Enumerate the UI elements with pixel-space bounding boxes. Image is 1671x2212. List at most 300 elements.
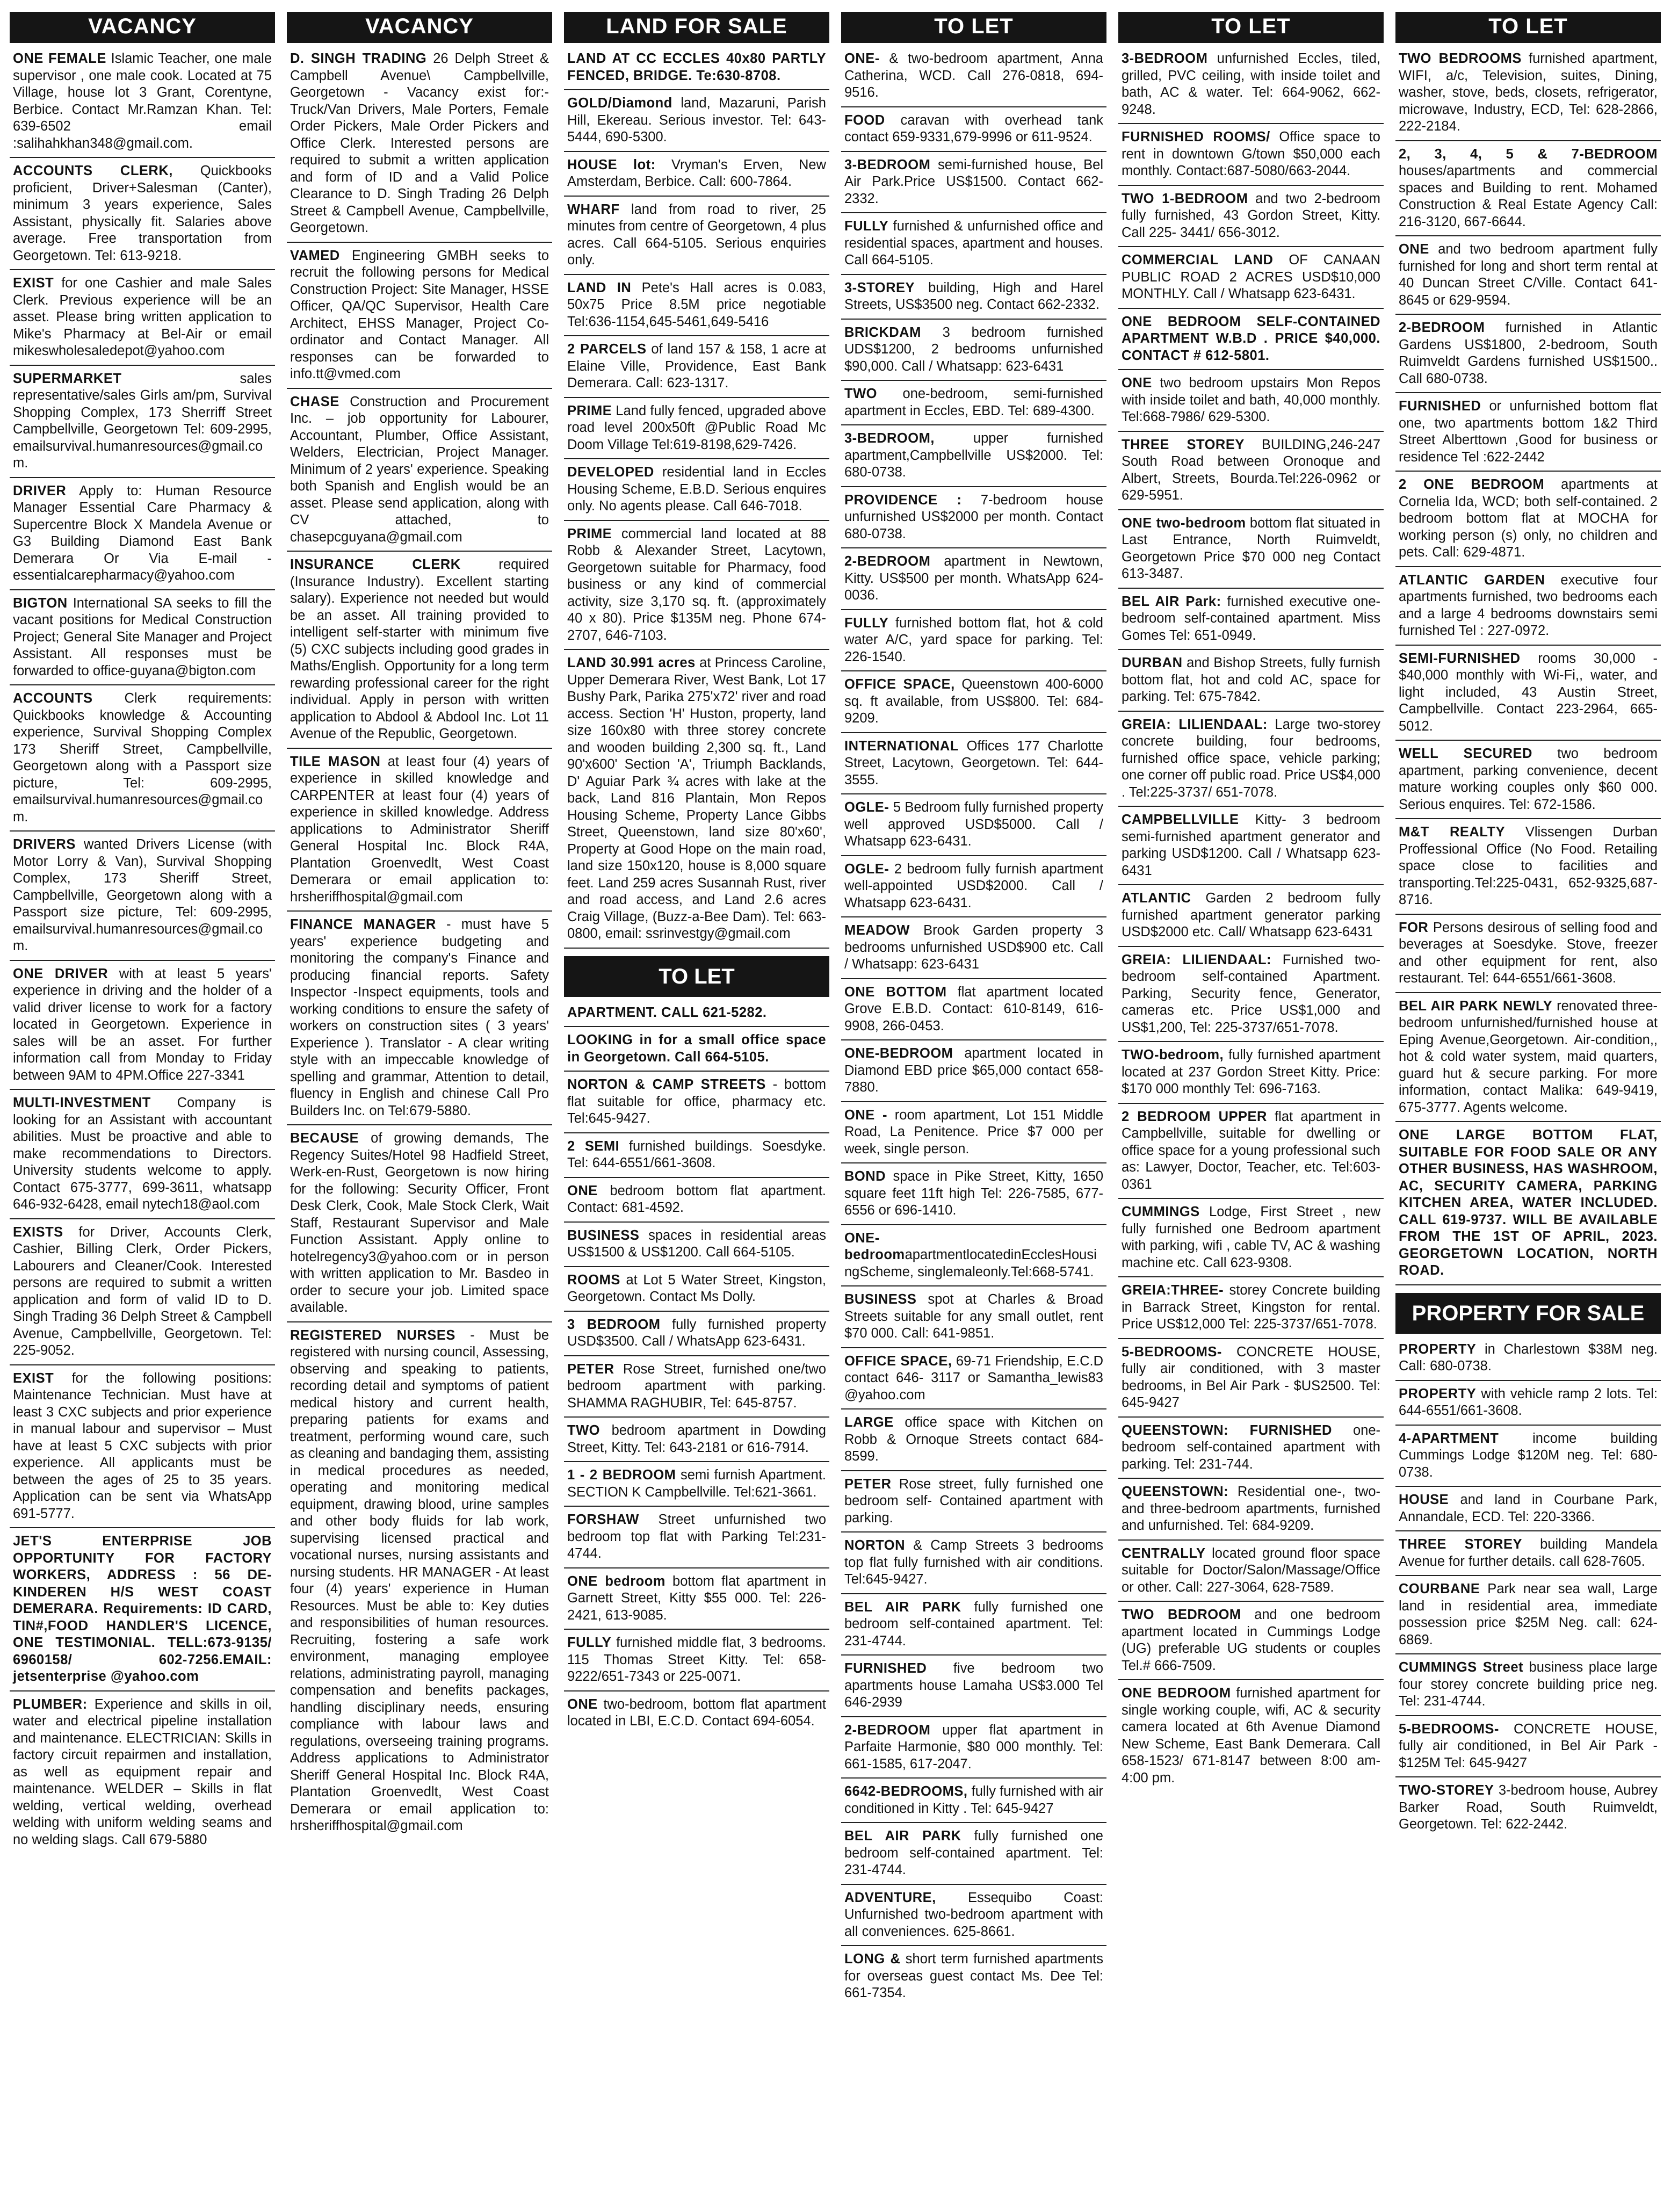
ad-lead-text: PROPERTY bbox=[1399, 1341, 1477, 1357]
classified-ad bbox=[841, 280, 1106, 320]
classified-ad bbox=[564, 1696, 829, 1735]
ad-body-text: in Charlestown $38M neg. Call: 680-0738. bbox=[1399, 1341, 1658, 1374]
ad-lead-text: REGISTERED NURSES bbox=[290, 1327, 455, 1343]
classified-ad bbox=[1118, 191, 1384, 248]
ad-body-text: semi furnish Apartment. SECTION K Campbellville. Tel:621-3661. bbox=[567, 1468, 827, 1500]
classified-ad bbox=[1395, 1492, 1661, 1531]
classified-ad bbox=[1118, 594, 1384, 650]
ad-lead-text: JET'S ENTERPRISE JOB OPPORTUNITY FOR FACTORY WORKERS, ADDRESS : 56 DE-KINDEREN H/S WEST COAST DEMERARA. Requirements: ID CARD, TIN#,FOOD HANDLER'S LICENCE, ONE TESTIMONIAL. TELL:673-9135/ 6960158/ 602-7256.EMAIL: jetsenterprise @yahoo.com bbox=[13, 1534, 272, 1684]
ad-body-text: located ground floor space suitable for Doctor/Salon/Massage/Office or other. Call: 227-3064, 628-7589. bbox=[1122, 1545, 1380, 1595]
ad-body-text: and two bedroom apartment fully furnished for long and short term rental at 40 Duncan Street C/Ville. Contact 641-8645 or 629-9594. bbox=[1399, 242, 1658, 308]
classified-ad bbox=[841, 218, 1106, 275]
ad-lead-text: LONG & bbox=[844, 1951, 901, 1967]
ad-lead-text: ACCOUNTS bbox=[13, 691, 93, 706]
ad-body-text: and two 2-bedroom fully furnished, 43 Gordon Street, Kitty. Call 225- 3441/ 656-3012. bbox=[1122, 191, 1380, 240]
ad-body-text: income building Cummings Lodge $120M neg. Tel: 680-0738. bbox=[1399, 1430, 1658, 1480]
classified-ad bbox=[1118, 50, 1384, 124]
ad-lead-text: 2, 3, 4, 5 & 7-BEDROOM bbox=[1399, 146, 1658, 162]
ad-lead-text: 4-APARTMENT bbox=[1399, 1430, 1499, 1446]
ad-body-text: space in Pike Street, Kitty, 1650 square feet 11ft high Tel: 226-7585, 677-6556 or 696-1410. bbox=[844, 1169, 1103, 1218]
classified-ad bbox=[564, 464, 829, 521]
ad-lead-text: NORTON & CAMP STREETS bbox=[567, 1077, 766, 1092]
ad-body-text: Kitty- 3 bedroom semi-furnished apartment generator and parking USD$1200. Call / Whatsapp 623-6431 bbox=[1122, 812, 1380, 878]
ad-body-text: Lodge, First Street , new fully furnished one Bedroom apartment with parking, wifi , cable TV, AC & washing machine etc. Call 623-9308. bbox=[1122, 1204, 1380, 1270]
ad-body-text: furnished in Atlantic Gardens US$1800, 2-bedroom, South Ruimveldt Gardens furnished US$1500.. Call 680-0738. bbox=[1399, 320, 1658, 386]
ad-body-text: land from road to river, 25 minutes from centre of Georgetown, 4 plus acres. Call 664-5105. Serious enquiries only. bbox=[567, 201, 826, 268]
ad-lead-text: 3 BEDROOM bbox=[567, 1317, 661, 1332]
ad-lead-text: TILE MASON bbox=[290, 754, 381, 769]
ad-body-text: and Bishop Streets, fully furnish bottom flat, hot and cold AC, space for parking. Tel: 675-7842. bbox=[1122, 655, 1380, 704]
column-to-let-3 bbox=[1395, 12, 1661, 2202]
ad-lead-text: ONE bbox=[1399, 242, 1429, 257]
ad-body-text: spot at Charles & Broad Streets suitable for any small outlet, rent $70 000. Call: 641-9851. bbox=[844, 1292, 1103, 1341]
classified-ad bbox=[1395, 1536, 1661, 1576]
ad-body-text: rooms 30,000 - $40,000 monthly with Wi-Fi,, water, and light included, 43 Austin Street, Campbellville. Contact 223-2964, 665-5012. bbox=[1399, 650, 1658, 734]
classified-ad bbox=[841, 430, 1106, 487]
ad-lead-text: 5-BEDROOMS- bbox=[1122, 1344, 1222, 1360]
ad-body-text: Garden 2 bedroom fully furnished apartment generator parking USD$2000 etc. Call/ Whatsapp 623-6431 bbox=[1122, 891, 1380, 939]
classified-ad bbox=[1395, 1581, 1661, 1654]
classified-ad bbox=[1395, 1659, 1661, 1716]
ad-lead-text: ROOMS bbox=[567, 1272, 620, 1288]
ad-lead-text: TWO-bedroom, bbox=[1122, 1047, 1224, 1062]
ad-body-text: upper furnished apartment,Campbellville US$2000. Tel: 680-0738. bbox=[844, 431, 1103, 480]
ad-lead-text: TWO BEDROOMS bbox=[1399, 51, 1522, 66]
ad-lead-text: 3-BEDROOM, bbox=[844, 431, 935, 446]
classified-ad bbox=[1118, 1685, 1384, 1791]
ad-body-text: CONCRETE HOUSE, fully air conditioned, with 3 master bedrooms, in Bel Air Park - $US2500. Tel: 645-9427 bbox=[1122, 1344, 1380, 1410]
ad-body-text: one-bedroom, semi-furnished apartment in Eccles, EBD. Tel: 689-4300. bbox=[844, 386, 1103, 418]
ad-lead-text: LARGE bbox=[844, 1415, 894, 1430]
classified-ad bbox=[287, 754, 552, 912]
ad-lead-text: ONE LARGE BOTTOM FLAT, SUITABLE FOR FOOD SALE OR ANY OTHER BUSINESS, HAS WASHROOM, AC, SECURITY CAMERA, PARKING KITCHEN AREA, WATER INCLUDED. CALL 619-9737. WILL BE AVAILABLE FROM THE 1ST OF APRIL, 2023. GEORGETOWN LOCATION, NORTH ROAD. bbox=[1399, 1127, 1658, 1278]
ad-lead-text: FURNISHED bbox=[1399, 399, 1481, 414]
ad-body-text: executive four apartments furnished, two bedrooms each and a large 4 bedrooms downstairs semi furnished Tel : 227-0972. bbox=[1399, 572, 1658, 638]
ad-body-text: houses/apartments and commercial spaces and Building to rent. Mohamed Construction & Real Estate Agency Call: 216-3120, 667-6644. bbox=[1399, 163, 1658, 229]
classified-ad bbox=[564, 50, 829, 90]
classified-ad bbox=[10, 966, 275, 1090]
ad-lead-text: ATLANTIC bbox=[1122, 891, 1191, 906]
ad-body-text: furnished buildings. Soesdyke. Tel: 644-6551/661-3608. bbox=[567, 1138, 826, 1170]
ad-body-text: at Princess Caroline, Upper Demerara River, West Bank, Lot 17 Bushy Park, Parika 275'x72' river and road access. Section 'H' Huston, property, land size 160x80 with three storey concrete and wooden building 2,300 sq. ft., Land 90'x600' Section 'A', Triumph Backlands, D' Aguiar Park ¾ acres with lake at the back, Land 816 Plantain, Mon Repos Housing Scheme, Property Lance Gibbs Street, Queenstown, land size 80'x60', Property at Good Hope on the main road, land size 150x120, house is 8,000 square feet. Land 259 acres Susannah Rust, river and road access, and Land 2.6 acres Craig Village, (Buzz-a-Bee Dam). Tel: 663-0800, email: ssrinvestgy@gmail.com bbox=[567, 655, 826, 941]
classified-ad bbox=[841, 1783, 1106, 1823]
ad-lead-text: 2-BEDROOM bbox=[844, 1722, 931, 1738]
ad-lead-text: GREIA: LILIENDAAL: bbox=[1122, 717, 1268, 732]
classified-ad bbox=[564, 403, 829, 460]
ad-body-text: of growing demands, The Regency Suites/Hotel 98 Hadfield Street, Werk-en-Rust, Georgetown is now hiring for the following: Security Officer, Front Desk Clerk, Cook, Male Stock Clerk, Wait Staff, Restaurant Supervisor and Male Function Assistant. Apply online to hotelregency3@yahoo.com or in person with written application to Mr. Basdeo in order to secure your job. Limited space available. bbox=[290, 1131, 549, 1315]
ad-body-text: furnished apartment, WIFI, a/c, Television, suites, Dining, washer, stove, beds, closets, refrigerator, microwave, Industry, ECD, Tel: 628-2866, 222-2184. bbox=[1399, 51, 1658, 134]
ad-body-text: required (Insurance Industry). Excellent starting salary). Experience not needed but would be an asset. All training provided to intelligent self-starter with minimum five (5) CXC subjects including good grades in Maths/English. Opportunity for a long term rewarding professional career for the right individual. Apply in person with written application to Abdool & Abdool Inc. Lot 11 Avenue of the Republic, Georgetown. bbox=[290, 557, 549, 741]
ad-body-text: caravan with overhead tank contact 659-9331,679-9996 or 611-9524. bbox=[844, 112, 1103, 144]
ad-lead-text: QUEENSTOWN: bbox=[1122, 1484, 1229, 1499]
classified-ad bbox=[1118, 1484, 1384, 1541]
ad-lead-text: EXISTS bbox=[13, 1224, 63, 1240]
classified-ad bbox=[841, 615, 1106, 672]
classified-ad bbox=[1118, 890, 1384, 947]
ad-lead-text: FURNISHED ROOMS/ bbox=[1122, 129, 1270, 144]
ad-lead-text: ONE-BEDROOM bbox=[844, 1046, 953, 1061]
classified-ad bbox=[1395, 998, 1661, 1123]
ad-body-text: Engineering GMBH seeks to recruit the following persons for Medical Construction Project: Site Manager, HSSE Officer, QA/QC Supervisor, Health Care Architect, EHSS Manager, Project Co-ordinator and Contact Manager. All responses can be forwarded to info.tt@vmed.com bbox=[290, 248, 549, 381]
ad-body-text: for one Cashier and male Sales Clerk. Previous experience will be an asset. Please bring written application to Mike's Pharmacy at Bel-Air or email mikeswholesaledepot@yahoo.com bbox=[13, 276, 272, 358]
classified-ad bbox=[10, 690, 275, 832]
ad-lead-text: OFFICE SPACE, bbox=[844, 1353, 952, 1369]
ad-body-text: fully furnished apartment located at 237 Gordon Street Kitty. Price: $170 000 monthly Tel: 696-7163. bbox=[1122, 1047, 1380, 1096]
classified-ad bbox=[1395, 1386, 1661, 1426]
classified-ad bbox=[10, 275, 275, 366]
ad-body-text: and one bedroom apartment located in Cummings Lodge (UG) preferable UG students or couples Tel.# 666-7509. bbox=[1122, 1607, 1380, 1673]
column-land-for-sale bbox=[564, 12, 829, 2202]
classified-ad bbox=[841, 1230, 1106, 1287]
ad-lead-text: VAMED bbox=[290, 248, 340, 263]
ad-lead-text: LOOKING in for a small office space in Georgetown. Call 664-5105. bbox=[567, 1032, 826, 1065]
column-heading: TO LET bbox=[1395, 12, 1661, 43]
ad-body-text: Park near sea wall, Large land in residential area, immediate possession price $25M Neg. call: 624-6869. bbox=[1399, 1581, 1658, 1647]
ad-body-text: or unfurnished bottom flat one, two apartments bottom 1&2 Third Street Alberttown ,Good for business or residence Tel :622-2442 bbox=[1399, 399, 1658, 465]
ad-lead-text: BIGTON bbox=[13, 595, 68, 611]
section-heading: PROPERTY FOR SALE bbox=[1395, 1293, 1661, 1334]
ad-body-text: 3 bedroom furnished UDS$1200, 2 bedrooms unfurnished $90,000. Call / Whatsapp: 623-6431 bbox=[844, 324, 1103, 374]
ad-lead-text: DEVELOPED bbox=[567, 465, 654, 480]
ad-body-text: business place large four storey concrete building price neg. Tel: 231-4744. bbox=[1399, 1660, 1658, 1709]
ad-lead-text: ONE bedroom bbox=[567, 1573, 665, 1589]
ad-lead-text: PROPERTY bbox=[1399, 1386, 1477, 1401]
classified-ad bbox=[841, 1537, 1106, 1594]
classified-ad bbox=[564, 1004, 829, 1028]
ad-body-text: Furnished two-bedroom self-contained Apartment. Parking, Security fence, Generator, cameras etc. Price US$1,000 and US$1,200, Tel: 225-3737/651-7078. bbox=[1122, 952, 1380, 1035]
ad-lead-text: FOOD bbox=[844, 112, 885, 128]
ad-body-text: & two-bedroom apartment, Anna Catherina, WCD. Call 276-0818, 694-9516. bbox=[844, 51, 1103, 100]
classified-ad bbox=[841, 1107, 1106, 1164]
classified-ad bbox=[287, 556, 552, 749]
ad-lead-text: 2-BEDROOM bbox=[844, 554, 931, 569]
ad-body-text: short term furnished apartments for overseas guest contact Ms. Dee Tel: 661-7354. bbox=[844, 1951, 1103, 2000]
ad-body-text: two bedroom apartment, parking convenience, decent mature working couples only $60 000. Serious enquires. Tel: 672-1586. bbox=[1399, 746, 1658, 812]
classified-ad bbox=[841, 1291, 1106, 1348]
ad-body-text: with vehicle ramp 2 lots. Tel: 644-6551/661-3608. bbox=[1399, 1386, 1658, 1418]
classified-ad bbox=[1395, 1430, 1661, 1487]
classified-ad bbox=[841, 738, 1106, 795]
classified-ad bbox=[564, 1573, 829, 1630]
ad-lead-text: EXIST bbox=[13, 1370, 54, 1386]
column-heading: VACANCY bbox=[287, 12, 552, 43]
ad-body-text: for the following positions: Maintenance Technician. Must have at least 3 CXC subjects and prior experience in manual labour and supervisor – Must have at least 5 CXC subjects with prior experience. All applicants must be between the ages of 25 to 35 years. Application can be sent via WhatsApp 691-5777. bbox=[13, 1370, 272, 1521]
ad-lead-text: 1 - 2 BEDROOM bbox=[567, 1468, 676, 1483]
ad-body-text: furnished bottom flat, hot & cold water A/C, yard space for parking. Tel: 226-1540. bbox=[844, 615, 1103, 664]
ad-body-text: Essequibo Coast: Unfurnished two-bedroom apartment with all conveniences. 625-8661. bbox=[844, 1890, 1103, 1939]
ad-lead-text: INTERNATIONAL bbox=[844, 738, 959, 754]
ad-body-text: Rose Street, furnished one/two bedroom apartment with parking. SHAMMA RAGHUBIR, Tel: 645-8757. bbox=[567, 1361, 826, 1411]
ad-lead-text: FULLY bbox=[844, 615, 889, 631]
ad-lead-text: ONE DRIVER bbox=[13, 966, 108, 981]
ad-lead-text: THREE STOREY bbox=[1122, 437, 1245, 452]
ad-lead-text: ONE BEDROOM SELF-CONTAINED APARTMENT W.B.D . PRICE $40,000. CONTACT # 612-5801. bbox=[1122, 314, 1380, 363]
ad-lead-text: ONE bbox=[567, 1696, 598, 1712]
column-vacancy-2 bbox=[287, 12, 552, 2202]
ad-body-text: building, High and Harel Streets, US$3500 neg. Contact 662-2332. bbox=[844, 280, 1103, 312]
ad-body-text: Offices 177 Charlotte Street, Lacytown, Georgetown. Tel: 644-3555. bbox=[844, 738, 1103, 787]
ad-lead-text: BUSINESS bbox=[844, 1292, 917, 1307]
classified-ad bbox=[1118, 717, 1384, 807]
classified-ad bbox=[841, 324, 1106, 381]
classified-ad bbox=[841, 1951, 1106, 2007]
ad-lead-text: D. SINGH TRADING bbox=[290, 51, 427, 66]
ad-body-text: Clerk requirements: Quickbooks knowledge & Accounting experience, Survival Shopping Complex 173 Sheriff Street, Campbellville, Georgetown along with a Passport size picture, Tel: 609-2995, emailsurvival.humanresources@gmail.com. bbox=[13, 691, 272, 825]
ad-lead-text: OGLE- bbox=[844, 861, 889, 877]
ad-body-text: two-bedroom, bottom flat apartment located in LBI, E.C.D. Contact 694-6054. bbox=[567, 1696, 826, 1729]
classified-ad bbox=[10, 1533, 275, 1691]
ad-lead-text: ONE bbox=[1122, 375, 1152, 391]
classified-ad bbox=[564, 1512, 829, 1568]
ad-lead-text: OGLE- bbox=[844, 800, 889, 815]
ad-lead-text: PLUMBER: bbox=[13, 1696, 88, 1712]
classified-ad bbox=[1118, 1422, 1384, 1479]
classified-ad bbox=[10, 595, 275, 686]
classified-ad bbox=[841, 922, 1106, 979]
ad-body-text: building Mandela Avenue for further details. call 628-7605. bbox=[1399, 1537, 1658, 1569]
classified-ad bbox=[841, 799, 1106, 856]
ad-body-text: flat apartment in Campbellville, suitable for dwelling or office space for a young professional such as: Lawyer, Doctor, Teacher, etc. Tel:603-0361 bbox=[1122, 1109, 1380, 1192]
ad-body-text: Persons desirous of selling food and beverages at Soesdyke. Stove, freezer and other equipment for rent, also restaurant. Tel: 644-6551/661-3608. bbox=[1399, 920, 1658, 986]
classifieds-page bbox=[10, 12, 1661, 2202]
classified-ad bbox=[1118, 1204, 1384, 1277]
ad-body-text: of land 157 & 158, 1 acre at Elaine Ville, Providence, East Bank Demerara. Call: 623-1317. bbox=[567, 342, 826, 391]
classified-ad bbox=[841, 1890, 1106, 1947]
ad-body-text: Street unfurnished two bedroom top flat with Parking Tel:231-4744. bbox=[567, 1512, 826, 1561]
classified-ad bbox=[1118, 375, 1384, 432]
ad-lead-text: ONE-bedroom bbox=[844, 1230, 905, 1262]
ad-lead-text: APARTMENT. CALL 621-5282. bbox=[567, 1004, 767, 1020]
classified-ad bbox=[564, 1183, 829, 1223]
classified-ad bbox=[287, 394, 552, 552]
ad-body-text: Residential one-, two- and three-bedroom apartments, furnished and unfurnished. Tel: 684-9209. bbox=[1122, 1484, 1380, 1533]
ad-lead-text: 2-BEDROOM bbox=[1399, 320, 1485, 335]
classified-ad bbox=[287, 50, 552, 243]
classified-ad bbox=[1118, 812, 1384, 885]
ad-lead-text: TWO 1-BEDROOM bbox=[1122, 191, 1248, 206]
classified-ad bbox=[1118, 1109, 1384, 1199]
ad-lead-text: FORSHAW bbox=[567, 1512, 639, 1527]
classified-ad bbox=[841, 1414, 1106, 1471]
classified-ad bbox=[841, 157, 1106, 214]
classified-ad bbox=[841, 492, 1106, 549]
ad-body-text: - bottom flat suitable for office, pharmacy etc. Tel:645-9427. bbox=[567, 1077, 826, 1126]
classified-ad bbox=[1395, 920, 1661, 993]
ad-body-text: bedroom apartment in Dowding Street, Kitty. Tel: 643-2181 or 616-7914. bbox=[567, 1423, 826, 1455]
ad-lead-text: ONE BOTTOM bbox=[844, 984, 947, 1000]
classified-ad bbox=[1395, 746, 1661, 819]
ad-body-text: commercial land located at 88 Robb & Alexander Street, Lacytown, Georgetown suitable for Pharmacy, food business or any kind of commercial activity, size 3,170 sq. ft. (approximately 40 x 80). Price $135M neg. Phone 674-2707, 646-7103. bbox=[567, 526, 826, 643]
classified-ad bbox=[287, 1327, 552, 1840]
ad-body-text: apartment in Newtown, Kitty. US$500 per month. WhatsApp 624-0036. bbox=[844, 554, 1103, 603]
ad-lead-text: TWO bbox=[844, 386, 877, 401]
ad-body-text: 3-bedroom house, Aubrey Barker Road, South Ruimveldt, Georgetown. Tel: 622-2442. bbox=[1399, 1783, 1658, 1832]
ad-lead-text: COMMERCIAL LAND bbox=[1122, 252, 1274, 268]
ad-lead-text: EXIST bbox=[13, 276, 54, 291]
ad-body-text: Large two-storey concrete building, four bedrooms, furnished office space, vehicle parking; one corner off public road. Price US$4,000 . Tel:225-3737/ 651-7078. bbox=[1122, 717, 1380, 800]
ad-body-text: fully furnished with air conditioned in Kitty . Tel: 645-9427 bbox=[844, 1784, 1103, 1816]
ad-body-text: - must have 5 years' experience budgeting and monitoring the company's Finance and producing financial reports. Safety Inspector -Inspect equipments, tools and working conditions to ensure the safety of workers on construction sites ( 3 years' Experience ). Translator - A clear writing style with an impeccable knowledge of spelling and grammar, Attention to detail, fluency in English and chinese Call Pro Builders Inc. on Tel:679-5880. bbox=[290, 917, 549, 1118]
classified-ad bbox=[564, 526, 829, 650]
ad-body-text: 2 bedroom fully furnish apartment well-appointed USD$2000. Call / Whatsapp 623-6431. bbox=[844, 861, 1103, 910]
classified-ad bbox=[564, 1032, 829, 1072]
ad-lead-text: M&T REALTY bbox=[1399, 825, 1506, 840]
ad-body-text: OF CANAAN PUBLIC ROAD 2 ACRES USD$10,000 MONTHLY. Call / Whatsapp 623-6431. bbox=[1122, 252, 1380, 301]
ad-lead-text: QUEENSTOWN: FURNISHED bbox=[1122, 1422, 1332, 1438]
ad-lead-text: BECAUSE bbox=[290, 1131, 359, 1146]
ad-body-text: with at least 5 years' experience in driving and the holder of a valid driver license to work for a factory located in Georgetown. Experience in sales will be an asset. For further information call from Monday to Friday between 9AM to 4PM.Office 227-3341 bbox=[13, 966, 272, 1083]
ad-lead-text: PETER bbox=[567, 1361, 614, 1377]
ad-body-text: at Lot 5 Water Street, Kingston, Georgetown. Contact Ms Dolly. bbox=[567, 1272, 826, 1304]
ad-body-text: Land fully fenced, upgraded above road level 200x50ft @Public Road Mc Doom Village Tel:619-8198,629-7426. bbox=[567, 403, 826, 452]
ad-body-text: flat apartment located Grove E.B.D. Contact: 610-8149, 616-9908, 266-0453. bbox=[844, 984, 1103, 1033]
ad-body-text: furnished executive one-bedroom self-contained apartment. Miss Gomes Tel: 651-0949. bbox=[1122, 594, 1380, 643]
column-vacancy-1 bbox=[10, 12, 275, 2202]
ad-lead-text: OFFICE SPACE, bbox=[844, 677, 955, 692]
ad-lead-text: CHASE bbox=[290, 394, 339, 409]
classified-ad bbox=[564, 1227, 829, 1267]
ad-lead-text: SUPERMARKET bbox=[13, 371, 122, 386]
ad-body-text: bottom flat situated in Last Entrance, North Ruimveldt, Georgetown Price $70 000 neg Contact 613-3487. bbox=[1122, 515, 1380, 581]
classified-ad bbox=[1395, 50, 1661, 141]
ad-body-text: for Driver, Accounts Clerk, Cashier, Billing Clerk, Order Pickers, Labourers and Cleaner/Cook. Interested persons are required to submit a written application and form of valid ID to D. Singh Trading 36 Delph Street & Campbell Avenue, Campbellville, Georgetown. Tel: 225-9052. bbox=[13, 1224, 272, 1358]
ad-lead-text: THREE STOREY bbox=[1399, 1537, 1522, 1552]
ad-body-text: bedroom bottom flat apartment. Contact: 681-4592. bbox=[567, 1183, 826, 1215]
ad-body-text: 7-bedroom house unfurnished US$2000 per month. Contact 680-0738. bbox=[844, 492, 1103, 541]
ad-body-text: Brook Garden property 3 bedrooms unfurnished USD$900 etc. Call / Whatsapp: 623-6431 bbox=[844, 923, 1103, 972]
ad-lead-text: BRICKDAM bbox=[844, 324, 921, 340]
ad-lead-text: CENTRALLY bbox=[1122, 1545, 1206, 1561]
ad-lead-text: TWO BEDROOM bbox=[1122, 1607, 1241, 1622]
ad-body-text: Construction and Procurement Inc. – job opportunity for Labourer, Accountant, Plumber, Office Assistant, Welders, Electrician, Project Manager. Minimum of 2 years' experience. Speaking both Spanish and English would be an asset. Please send application, along with CV attached, to chasepcguyana@gmail.com bbox=[290, 394, 549, 545]
classified-ad bbox=[564, 280, 829, 337]
ad-body-text: furnished & unfurnished office and residential spaces, apartment and houses. Call 664-5105. bbox=[844, 219, 1103, 268]
ad-body-text: wanted Drivers License (with Motor Lorry & Van), Survival Shopping Complex, 173 Sheriff Street, Campbellville, Georgetown along with a Passport size picture, Tel: 609-2995, emailsurvival.humanresources@gmail.com. bbox=[13, 837, 272, 953]
ad-body-text: apartmentlocatedinEcclesHousingScheme, singlemaleonly.Tel:668-5741. bbox=[844, 1247, 1097, 1280]
ad-lead-text: BOND bbox=[844, 1169, 886, 1184]
ad-body-text: at least four (4) years of experience in skilled knowledge and CARPENTER at least four (4) years of experience in skilled knowledge. Address applications to Administrator Sheriff General Hospital Inc. Block R4A, Plantation Groenvedlt, West Coast Demerara or email application to: hrsheriffhospital@gmail.com bbox=[290, 754, 549, 905]
ad-lead-text: BEL AIR PARK bbox=[844, 1828, 961, 1844]
ad-lead-text: GREIA:THREE- bbox=[1122, 1283, 1224, 1298]
classified-ad bbox=[1395, 572, 1661, 646]
classified-ad bbox=[1118, 314, 1384, 371]
ad-body-text: Vryman's Erven, New Amsterdam, Berbice. Call: 600-7864. bbox=[567, 157, 826, 189]
ad-lead-text: LAND IN bbox=[567, 280, 632, 295]
ad-lead-text: PETER bbox=[844, 1476, 892, 1492]
classified-ad bbox=[841, 984, 1106, 1041]
ad-lead-text: DRIVERS bbox=[13, 837, 76, 852]
ad-lead-text: WHARF bbox=[567, 201, 620, 217]
ad-lead-text: GREIA: LILIENDAAL: bbox=[1122, 952, 1272, 967]
classified-ad bbox=[10, 1224, 275, 1365]
classified-ad bbox=[564, 1361, 829, 1418]
ad-lead-text: CAMPBELLVILLE bbox=[1122, 812, 1239, 827]
ad-lead-text: MEADOW bbox=[844, 923, 910, 938]
ad-lead-text: 2 PARCELS bbox=[567, 342, 647, 357]
ad-lead-text: BEL AIR PARK bbox=[844, 1599, 961, 1615]
ad-lead-text: 5-BEDROOMS- bbox=[1399, 1721, 1499, 1737]
classified-ad bbox=[564, 655, 829, 949]
ad-body-text: semi-furnished house, Bel Air Park.Price US$1500. Contact 662-2332. bbox=[844, 157, 1103, 206]
ad-lead-text: NORTON bbox=[844, 1538, 906, 1553]
classified-ad bbox=[1395, 398, 1661, 472]
ad-lead-text: DRIVER bbox=[13, 483, 67, 498]
column-heading: VACANCY bbox=[10, 12, 275, 43]
ad-lead-text: 2 ONE BEDROOM bbox=[1399, 477, 1545, 492]
ad-body-text: upper flat apartment in Parfaite Harmonie, $80 000 monthly. Tel: 661-1585, 617-2047. bbox=[844, 1722, 1103, 1772]
classified-ad bbox=[564, 1467, 829, 1507]
classified-ad bbox=[564, 1317, 829, 1356]
classified-ad bbox=[10, 50, 275, 158]
classified-ad bbox=[1118, 515, 1384, 589]
ad-body-text: CONCRETE HOUSE, fully air conditioned, in Bel Air Park - $125M Tel: 645-9427 bbox=[1399, 1721, 1658, 1770]
ad-body-text: apartments at Cornelia Ida, WCD; both self-contained. 2 bedroom bottom flat at MOCHA for working person (s) only, no children and pets. Call: 629-4871. bbox=[1399, 477, 1658, 560]
classified-ad bbox=[10, 1370, 275, 1529]
ad-lead-text: MULTI-INVESTMENT bbox=[13, 1095, 151, 1110]
column-to-let-2 bbox=[1118, 12, 1384, 2202]
ad-body-text: - Must be registered with nursing council, Assessing, observing and speaking to patients, recording detail and symptoms of patient medical history and current health, preparing patients for exams and treatment, performing wound care, such as cleaning and bandaging them, assisting in medical procedures as needed, operating and monitoring medical equipment, drawing blood, urine samples and other body fluids for lab work, supervising licensed practical and vocational nurses, nursing assistants and nursing students. HR MANAGER - At least four (4) years' experience in Human Resources. Must be able to: Key duties and responsibilities of human resources. Recruiting, fostering a safe work environment, managing employee relations, administrating payroll, managing compensation and benefits packages, handling disciplinary needs, ensuring compliance with labour laws and regulations, overseeing training programs. Address applications to Administrator Sheriff General Hospital Inc. Block R4A, Plantation Groenvedlt, West Coast Demerara or email application to: hrsheriffhospital@gmail.com bbox=[290, 1327, 549, 1833]
classified-ad bbox=[841, 112, 1106, 152]
ad-body-text: 69-71 Friendship, E.C.D contact 646- 3117 or Samantha_lewis83 @yahoo.com bbox=[844, 1353, 1103, 1403]
classified-ad bbox=[841, 1722, 1106, 1779]
ad-lead-text: CUMMINGS Street bbox=[1399, 1660, 1523, 1675]
classified-ad bbox=[1395, 650, 1661, 741]
classified-ad bbox=[1395, 146, 1661, 237]
ad-body-text: renovated three-bedroom unfurnished/furnished house at Eping Avenue,Georgetown. Air-condition,, hot & cold water system, maid quarters, guard hut & secure parking. For more information, contact Malika: 649-9419, 675-3777. Agents welcome. bbox=[1399, 998, 1658, 1115]
ad-body-text: room apartment, Lot 151 Middle Road, La Penitence. Price $7 000 per week, single person. bbox=[844, 1107, 1103, 1156]
ad-lead-text: TWO bbox=[567, 1423, 600, 1438]
ad-body-text: BUILDING,246-247 South Road between Oronoque and Albert, Streets, Bourda.Tel:226-0962 or 629-5951. bbox=[1122, 437, 1380, 503]
ad-body-text: land, Mazaruni, Parish Hill, Ekereau. Serious investor. Tel: 643-5444, 690-5300. bbox=[567, 96, 826, 144]
ad-lead-text: PRIME bbox=[567, 526, 612, 541]
ad-body-text: Company is looking for an Assistant with accountant abilities. Must be proactive and able to make recommendations to Directors. University students welcome to apply. Contact 675-3777, 699-3611, whatsapp 646-932-6428, email nytech18@aol.com bbox=[13, 1095, 272, 1212]
classified-ad bbox=[10, 1696, 275, 1854]
ad-lead-text: CUMMINGS bbox=[1122, 1204, 1200, 1219]
classified-ad bbox=[1395, 320, 1661, 393]
classified-ad bbox=[10, 836, 275, 961]
ad-lead-text: 3-BEDROOM bbox=[1122, 51, 1208, 66]
classified-ad bbox=[841, 676, 1106, 733]
classified-ad bbox=[287, 1130, 552, 1322]
ad-body-text: office space with Kitchen on Robb & Ornoque Streets contact 684-8599. bbox=[844, 1415, 1103, 1464]
classified-ad bbox=[564, 1272, 829, 1312]
classified-ad bbox=[564, 341, 829, 398]
ad-lead-text: PRIME bbox=[567, 403, 612, 418]
classified-ad bbox=[10, 483, 275, 590]
classified-ad bbox=[841, 386, 1106, 425]
ad-lead-text: LAND 30.991 acres bbox=[567, 655, 696, 670]
ad-lead-text: 3-BEDROOM bbox=[844, 157, 931, 172]
ad-lead-text: INSURANCE CLERK bbox=[290, 557, 461, 572]
ad-body-text: bottom flat apartment in Garnett Street, Kitty $55 000. Tel: 226-2421, 613-9085. bbox=[567, 1573, 826, 1623]
ad-lead-text: 6642-BEDROOMS, bbox=[844, 1784, 968, 1799]
classified-ad bbox=[841, 1045, 1106, 1102]
ad-body-text: furnished apartment for single working couple, wifi, AC & security camera located at 6th Avenue Diamond New Scheme, East Bank Demerara. Call 658-1523/ 671-8147 between 8:00 am-4:00 pm. bbox=[1122, 1686, 1380, 1785]
ad-body-text: fully furnished property USD$3500. Call / WhatsApp 623-6431. bbox=[567, 1317, 826, 1349]
ad-lead-text: TWO-STOREY bbox=[1399, 1783, 1494, 1798]
classified-ad bbox=[841, 553, 1106, 610]
ad-body-text: apartment located in Diamond EBD price $65,000 contact 658-7880. bbox=[844, 1046, 1103, 1095]
column-heading: TO LET bbox=[1118, 12, 1384, 43]
ad-body-text: two bedroom upstairs Mon Repos with inside toilet and bath, 40,000 monthly. Tel:668-7986/ 629-5300. bbox=[1122, 375, 1380, 424]
ad-body-text: storey Concrete building in Barrack Street, Kingston for rental. Price US$12,000 Tel: 225-3737/651-7078. bbox=[1122, 1283, 1380, 1332]
classified-ad bbox=[1395, 824, 1661, 915]
classified-ad bbox=[1395, 1341, 1661, 1381]
ad-lead-text: ATLANTIC GARDEN bbox=[1399, 572, 1545, 588]
ad-body-text: Pete's Hall acres is 0.083, 50x75 Price 8.5M price negotiable Tel:636-1154,645-5461,649-5416 bbox=[567, 280, 826, 329]
classified-ad bbox=[1118, 952, 1384, 1043]
ad-body-text: Quickbooks proficient, Driver+Salesman (Canter), minimum 3 years experience, Sales Assistant, physically fit. Salaries above average. Free transportation from Georgetown. Tel: 613-9218. bbox=[13, 163, 272, 263]
